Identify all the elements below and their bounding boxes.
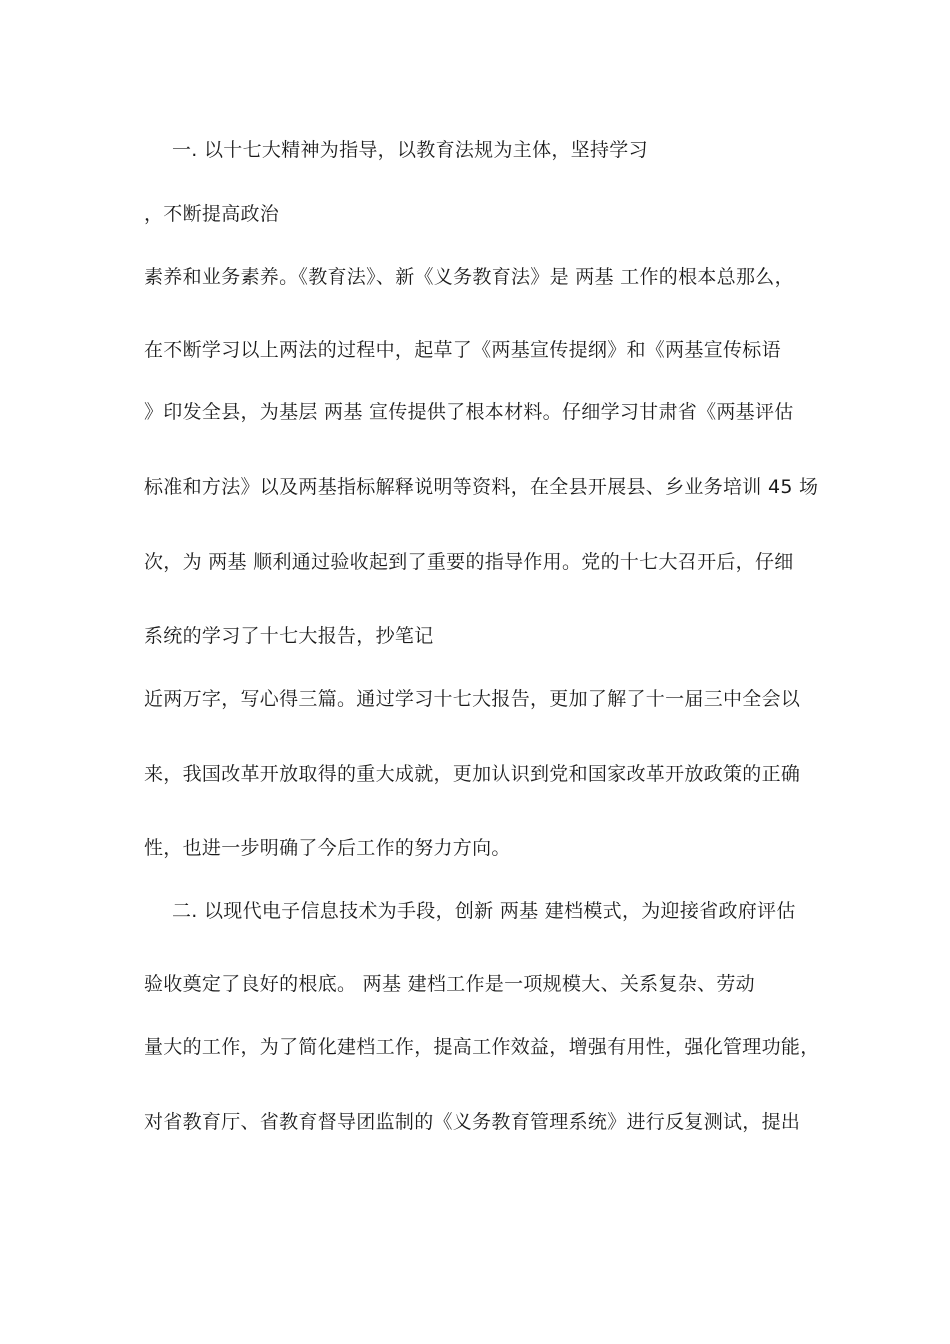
text-line: 标准和方法》以及两基指标解释说明等资料，在全县开展县、乡业务培训 45 场	[144, 476, 819, 498]
text-line: 性，也进一步明确了今后工作的努力方向。	[144, 837, 511, 859]
text-line: 对省教育厅、省教育督导团监制的《义务教育管理系统》进行反复测试，提出	[144, 1111, 801, 1133]
text-line: ，不断提高政治	[144, 203, 280, 225]
text-line: 次，为 两基 顺利通过验收起到了重要的指导作用。党的十七大召开后，仔细	[144, 551, 794, 573]
text-line: 系统的学习了十七大报告，抄笔记	[144, 625, 434, 647]
text-line: 素养和业务素养。《教育法》、新《义务教育法》是 两基 工作的根本总那么，	[144, 266, 794, 288]
text-line: 验收奠定了良好的根底。 两基 建档工作是一项规模大、关系复杂、劳动	[144, 973, 755, 995]
text-line: 在不断学习以上两法的过程中，起草了《两基宣传提纲》和《两基宣传标语	[144, 339, 781, 361]
text-line: 量大的工作，为了简化建档工作，提高工作效益，增强有用性，强化管理功能，	[144, 1036, 820, 1058]
text-line: 》印发全县，为基层 两基 宣传提供了根本材料。仔细学习甘肃省《两基评估	[144, 401, 794, 423]
heading-two: 二. 以现代电子信息技术为手段，创新 两基 建档模式，为迎接省政府评估	[172, 900, 796, 922]
text-line: 来，我国改革开放取得的重大成就，更加认识到党和国家改革开放政策的正确	[144, 763, 801, 785]
text-line: 近两万字，写心得三篇。通过学习十七大报告，更加了解了十一届三中全会以	[144, 688, 801, 710]
heading-one: 一. 以十七大精神为指导，以教育法规为主体，坚持学习	[172, 139, 648, 161]
